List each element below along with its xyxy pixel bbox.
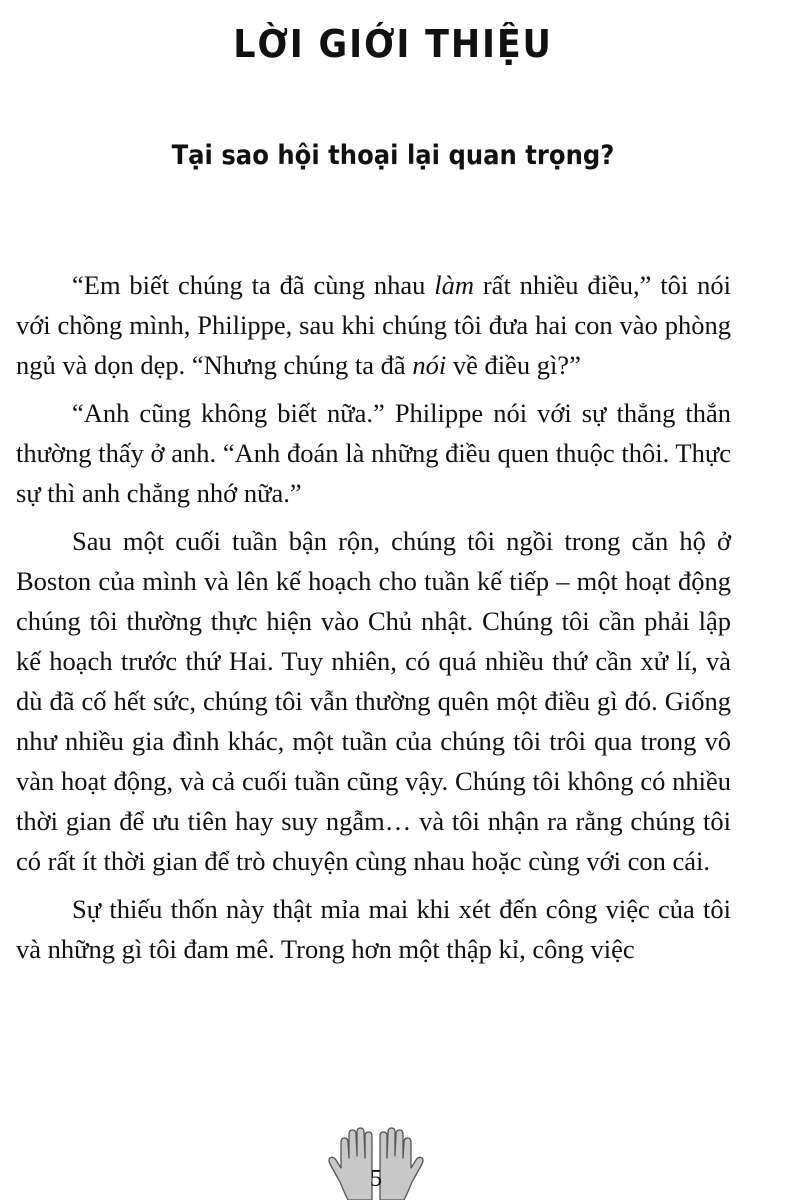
text-run: Sự thiếu thốn này thật mỉa mai khi xét đến công việc của tôi và những gì tôi đam mê. Trong hơn một thập kỉ, công việc xyxy=(16,894,731,964)
page-number: 5 xyxy=(370,1166,382,1192)
text-run: về điều gì?” xyxy=(446,350,581,380)
body-text xyxy=(16,265,731,977)
text-run: rất nhiều điều,” tôi nói với chồng mình, Philippe, sau khi chúng tôi đưa hai con vào phòng ngủ và dọn dẹp. “Nhưng chúng ta đã xyxy=(16,270,731,380)
text-run: “Anh cũng không biết nữa.” Philippe nói với sự thẳng thắn thường thấy ở anh. “Anh đoán là những điều quen thuộc thôi. Thực sự thì anh chẳng nhớ nữa.” xyxy=(16,398,731,508)
italic-text: nói xyxy=(412,350,447,380)
paragraph xyxy=(16,521,731,881)
chapter-title: LỜI GIỚI THIỆU xyxy=(233,22,553,66)
paragraph xyxy=(16,265,731,385)
page-footer xyxy=(328,1122,424,1200)
paragraph xyxy=(16,393,731,513)
text-run: “Em biết chúng ta đã cùng nhau xyxy=(72,270,435,300)
italic-text: làm xyxy=(434,270,474,300)
section-title: Tại sao hội thoại lại quan trọng? xyxy=(171,140,615,171)
paragraph xyxy=(16,889,731,969)
text-run: Sau một cuối tuần bận rộn, chúng tôi ngồi trong căn hộ ở Boston của mình và lên kế hoạch cho tuần kế tiếp – một hoạt động chúng tôi thường thực hiện vào Chủ nhật. Chúng tôi cần phải lập kế hoạch trước thứ Hai. Tuy nhiên, có quá nhiều thứ cần xử lí, và dù đã cố hết sức, chúng tôi vẫn thường quên một điều gì đó. Giống như nhiều gia đình khác, một tuần của chúng tôi trôi qua trong vô vàn hoạt động, và cả cuối tuần cũng vậy. Chúng tôi không có nhiều thời gian để ưu tiên hay suy ngẫm… và tôi nhận ra rằng chúng tôi có rất ít thời gian để trò chuyện cùng nhau hoặc cùng với con cái. xyxy=(16,526,731,876)
